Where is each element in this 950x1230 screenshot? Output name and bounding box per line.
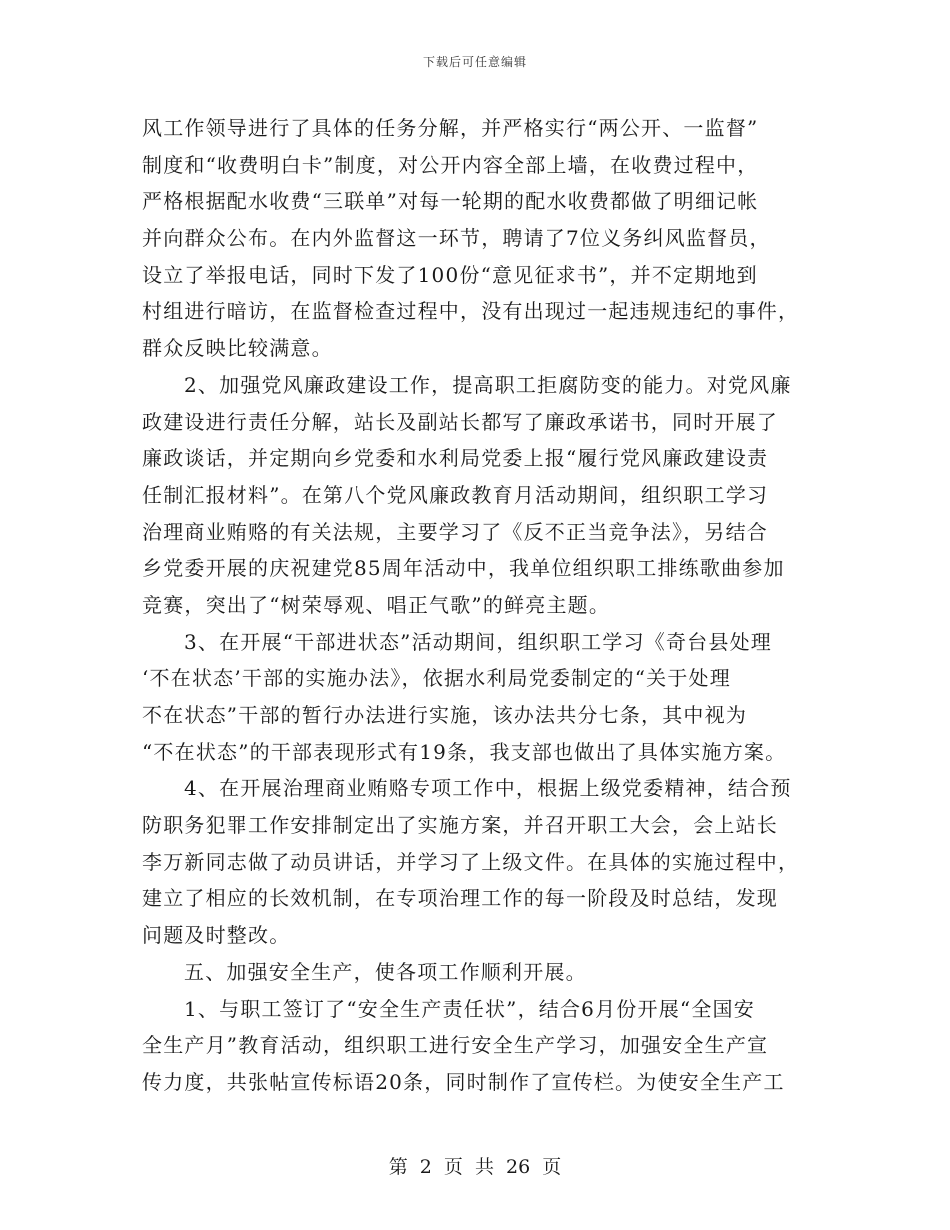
- text-line: 全生产月”教育活动，组织职工进行安全生产学习，加强安全生产宣: [142, 1033, 769, 1058]
- text-line: 风工作领导进行了具体的任务分解，并严格实行“两公开、一监督”: [142, 116, 759, 140]
- text-line: 问题及时整改。: [142, 923, 291, 948]
- text-line: 设立了举报电话，同时下发了100份“意见征求书”，并不定期地到: [142, 262, 758, 287]
- paragraph-start-line: 2、加强党风廉政建设工作，提高职工拒腐防变的能力。对党风廉: [184, 372, 792, 397]
- text-line: 李万新同志做了动员讲话，并学习了上级文件。在具体的实施过程中，: [142, 849, 800, 874]
- document-body: [142, 110, 822, 1101]
- text-line: 传力度，共张帖宣传标语20条，同时制作了宣传栏。为使安全生产工: [142, 1069, 785, 1094]
- text-line: 治理商业贿赂的有关法规，主要学习了《反不正当竞争法》，另结合: [142, 519, 768, 544]
- text-line: 严格根据配水收费“三联单”对每一轮期的配水收费都做了明细记帐: [142, 189, 759, 214]
- text-line: 群众反映比较满意。: [142, 336, 333, 361]
- paragraph-start-line: 3、在开展“干部进状态”活动期间，组织职工学习《奇台县处理: [184, 629, 772, 654]
- paragraph-start-line: 4、在开展治理商业贿赂专项工作中，根据上级党委精神，结合预: [184, 776, 792, 801]
- text-line: 建立了相应的长效机制，在专项治理工作的每一阶段及时总结，发现: [142, 886, 778, 911]
- text-line: 不在状态”干部的暂行办法进行实施，该办法共分七条，其中视为: [142, 703, 748, 727]
- text-line: 制度和“收费明白卡”制度，对公开内容全部上墙，在收费过程中，: [142, 152, 759, 177]
- text-line: 防职务犯罪工作安排制定出了实施方案，并召开职工大会，会上站长: [142, 813, 778, 838]
- text-line: “不在状态”的干部表现形式有19条，我支部也做出了具体实施方案。: [142, 739, 787, 764]
- text-line: 村组进行暗访，在监督检查过程中，没有出现过一起违规违纪的事件，: [142, 299, 800, 324]
- text-line: ‘不在状态’干部的实施办法》，依据水利局党委制定的“关于处理: [142, 666, 731, 691]
- text-line: 乡党委开展的庆祝建党85周年活动中，我单位组织职工排练歌曲参加: [142, 556, 785, 581]
- page-number: 第 2 页 共 26 页: [388, 1156, 562, 1178]
- paragraph-start-line: 1、与职工签订了“安全生产责任状”，结合6月份开展“全国安: [184, 996, 755, 1021]
- text-line: 廉政谈话，并定期向乡党委和水利局党委上报“履行党风廉政建设责: [142, 446, 769, 471]
- section-heading-line: 五、加强安全生产，使各项工作顺利开展。: [184, 959, 587, 984]
- text-line: 政建设进行责任分解，站长及副站长都写了廉政承诺书，同时开展了: [142, 409, 778, 434]
- text-line: 任制汇报材料”。在第八个党风廉政教育月活动期间，组织职工学习: [142, 482, 769, 507]
- text-line: 并向群众公布。在内外监督这一环节，聘请了7位义务纠风监督员，: [142, 226, 771, 251]
- page-header-note: 下载后可任意编辑: [422, 55, 527, 69]
- text-line: 竞赛，突出了“树荣辱观、唱正气歌”的鲜亮主题。: [142, 592, 611, 617]
